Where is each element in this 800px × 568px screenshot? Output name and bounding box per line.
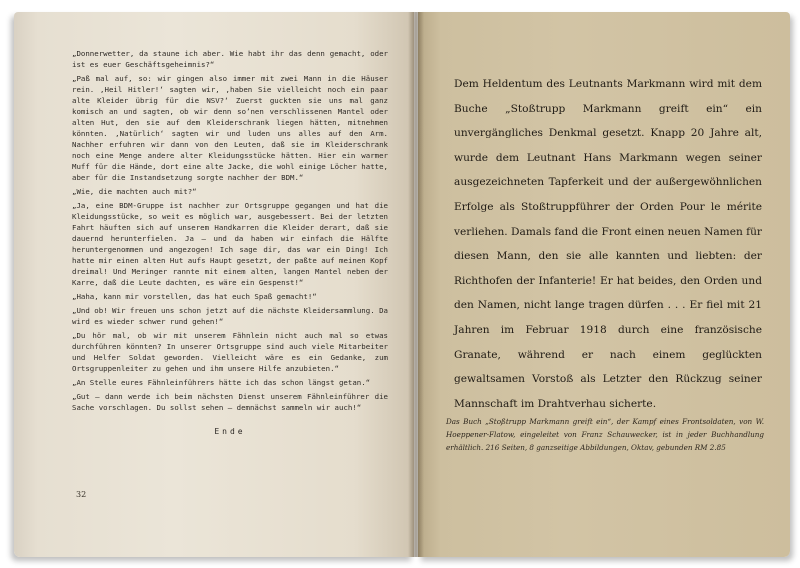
paragraph: „Ja, eine BDM-Gruppe ist nachher zur Ortsgruppe gegangen und hat die Kleidungsstücke, so weit es möglich war, ausgebessert. Bei der letzten Fahrt häuften sich auf unserem Handkarren die Kleider derart, daß sie dauernd herunterfielen. Ja — und da haben wir einfach die Hälfte heruntergenommen und angezogen! Ich sage dir, das war ein Ding! Ich hatte mir einen alten Hut aufs Haupt gesetzt, der paßte auf meinen Kopf dreimal! Und Meringer rannte mit einem alten, langen Mantel neben der Karre, daß die Leute dachten, es wäre ein Gespenst!“	[72, 201, 388, 287]
ende-label: Ende	[214, 427, 246, 436]
paragraph: „Donnerwetter, da staune ich aber. Wie habt ihr das denn gemacht, oder ist es euer Geschäftsgeheimnis?“	[72, 49, 388, 69]
paragraph: „Und ob! Wir freuen uns schon jetzt auf die nächste Kleidersammlung. Da wird es wieder schwer rund gehen!“	[72, 306, 388, 326]
paragraph: „Gut — dann werde ich beim nächsten Dienst unserem Fähnleinführer die Sache vorschlagen. Du sollst sehen — demnächst sammeln wir auch!“	[72, 392, 388, 412]
paragraph: „Paß mal auf, so: wir gingen also immer mit zwei Mann in die Häuser rein. ‚Heil Hitler!‘ sagten wir, ‚haben Sie vielleicht noch ein paar alte Kleider übrig für die NSV?‘ Zuerst guckten sie uns mal ganz komisch an und sagten, ob wir denn so’nen verschlissenen Mantel oder alten Hut, den sie auf dem Kleiderschrank liegen hätten, mitnehmen könnten. ‚Natürlich‘ sagten wir und luden uns alles auf den Arm. Nachher erfuhren wir dann von den Leuten, daß sie im Kleiderschrank noch eine Menge andere alter Kleidungsstücke hätten. Hier ein warmer Muff für die Hände, dort eine alte Jacke, die wohl einige Löcher hatte, aber für die Instandsetzung sorgte nachher der BDM.“	[72, 74, 388, 182]
right-page	[418, 12, 790, 557]
book-gutter	[408, 12, 424, 557]
paragraph: „Haha, kann mir vorstellen, das hat euch Spaß gemacht!“	[72, 292, 317, 301]
paragraph: „Wie, die machten auch mit?“	[72, 187, 197, 196]
left-page-text	[72, 48, 388, 413]
page-number: 32	[76, 490, 87, 499]
paragraph: „Du hör mal, ob wir mit unserem Fähnlein nicht auch mal so etwas durchführen könnten? In unserer Ortsgruppe sind auch viele Mitarbeiter und Helfer Soldat geworden. Vielleicht wäre es ein Gedanke, zum Ortsgruppenleiter zu gehen und ihm unsere Hilfe anzubieten.“	[72, 331, 388, 373]
book-advertisement-note: Das Buch „Stoßtrupp Markmann greift ein“, der Kampf eines Frontsoldaten, von W. Hoeppener-Flatow, eingeleitet von Franz Schauwecker, ist in jeder Buchhandlung erhältlich. 216 Seiten, 8 ganzseitige Abbildungen, Oktav, gebunden RM 2.85	[446, 417, 764, 452]
right-page-text	[454, 72, 762, 416]
left-page	[14, 12, 414, 557]
open-book	[14, 12, 790, 557]
paragraph: „An Stelle eures Fähnleinführers hätte ich das schon längst getan.“	[72, 378, 371, 387]
dedication-paragraph: Dem Heldentum des Leutnants Markmann wird mit dem Buche „Stoßtrupp Markmann greift ein“ ein unvergängliches Denkmal gesetzt. Knapp 20 Jahre alt, wurde dem Leutnant Hans Markmann wegen seiner ausgezeichneten Tapferkeit und der außergewöhnlichen Erfolge als Stoßtruppführer der Orden Pour le mérite verliehen. Damals fand die Front einen neuen Namen für diesen Mann, den sie alle kannten und liebten: der Richthofen der Infanterie! Er hat beides, den Orden und den Namen, nicht lange tragen dürfen . . . Er fiel mit 21 Jahren im Februar 1918 durch eine französische Granate, während er nach einem geglückten gewaltsamen Vorstoß als Letzter den Rückzug seiner Mannschaft im Drahtverhau sicherte.	[454, 78, 762, 410]
